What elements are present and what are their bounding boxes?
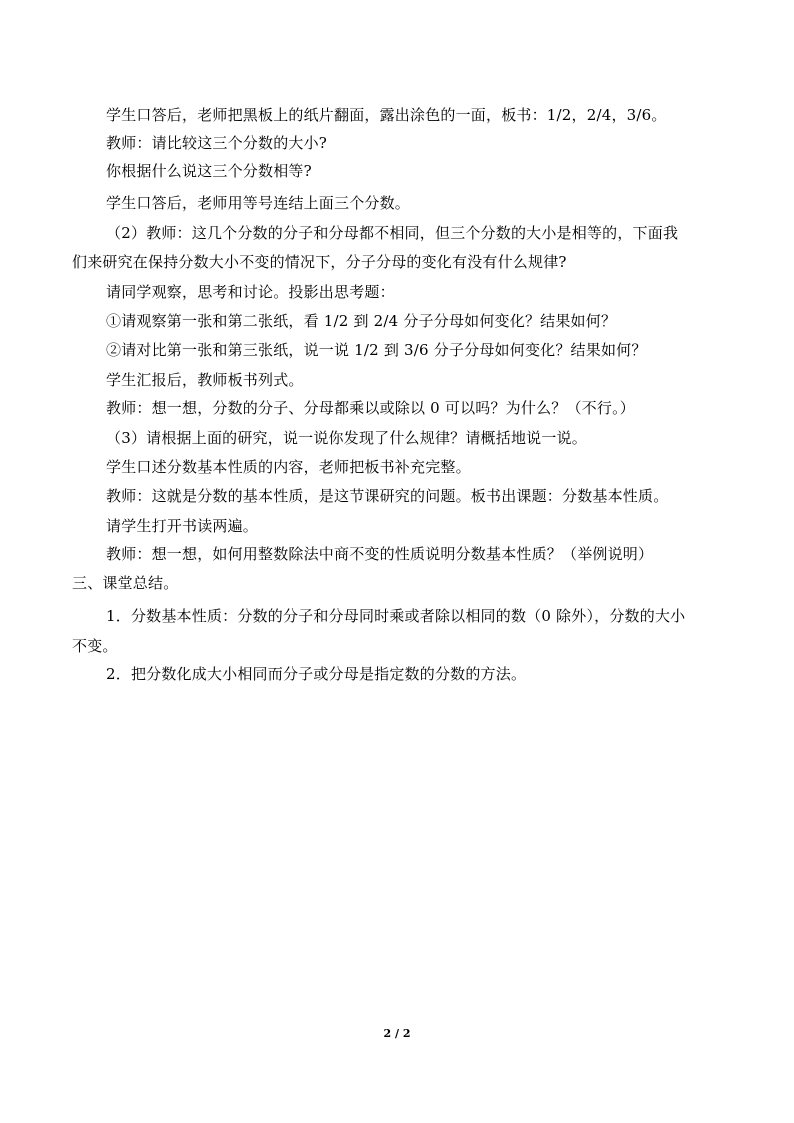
text-line: 你根据什么说这三个分数相等?: [106, 162, 312, 180]
text-line: 教师：请比较这三个分数的大小?: [106, 134, 328, 152]
text-line: （3）请根据上面的研究，说一说你发现了什么规律？请概括地说一说。: [106, 429, 587, 447]
text-line: 1．分数基本性质：分数的分子和分母同时乘或者除以相同的数（0 除外），分数的大小: [106, 607, 686, 625]
text-line: 教师：想一想，如何用整数除法中商不变的性质说明分数基本性质？（举例说明）: [106, 545, 654, 563]
page-number: 2 / 2: [383, 1027, 411, 1040]
text-line: 2．把分数化成大小相同而分子或分母是指定数的分数的方法。: [106, 665, 527, 683]
text-line: 们来研究在保持分数大小不变的情况下，分子分母的变化有没有什么规律?: [72, 253, 567, 271]
text-line: 学生汇报后，教师板书列式。: [106, 371, 304, 389]
text-line: 学生口答后，老师把黑板上的纸片翻面，露出涂色的一面，板书：1/2，2/4，3/6。: [106, 106, 667, 124]
text-line: 请学生打开书读两遍。: [106, 517, 259, 535]
text-line: 请同学观察，思考和讨论。投影出思考题：: [106, 283, 395, 301]
text-line: 学生口述分数基本性质的内容，老师把板书补充完整。: [106, 458, 471, 476]
section-heading: 三、课堂总结。: [72, 574, 179, 592]
text-line: ①请观察第一张和第二张纸，看 1/2 到 2/4 分子分母如何变化？结果如何？: [106, 312, 617, 330]
text-line: ②请对比第一张和第三张纸，说一说 1/2 到 3/6 分子分母如何变化？结果如何？: [106, 341, 647, 359]
text-line: 不变。: [72, 637, 118, 655]
text-line: 教师：想一想，分数的分子、分母都乘以或除以 0 可以吗？为什么？（不行。）: [106, 399, 635, 417]
text-line: 教师：这就是分数的基本性质，是这节课研究的问题。板书出课题：分数基本性质。: [106, 487, 669, 505]
text-line: （2）教师：这几个分数的分子和分母都不相同，但三个分数的大小是相等的，下面我: [106, 224, 679, 242]
text-line: 学生口答后，老师用等号连结上面三个分数。: [106, 194, 411, 212]
